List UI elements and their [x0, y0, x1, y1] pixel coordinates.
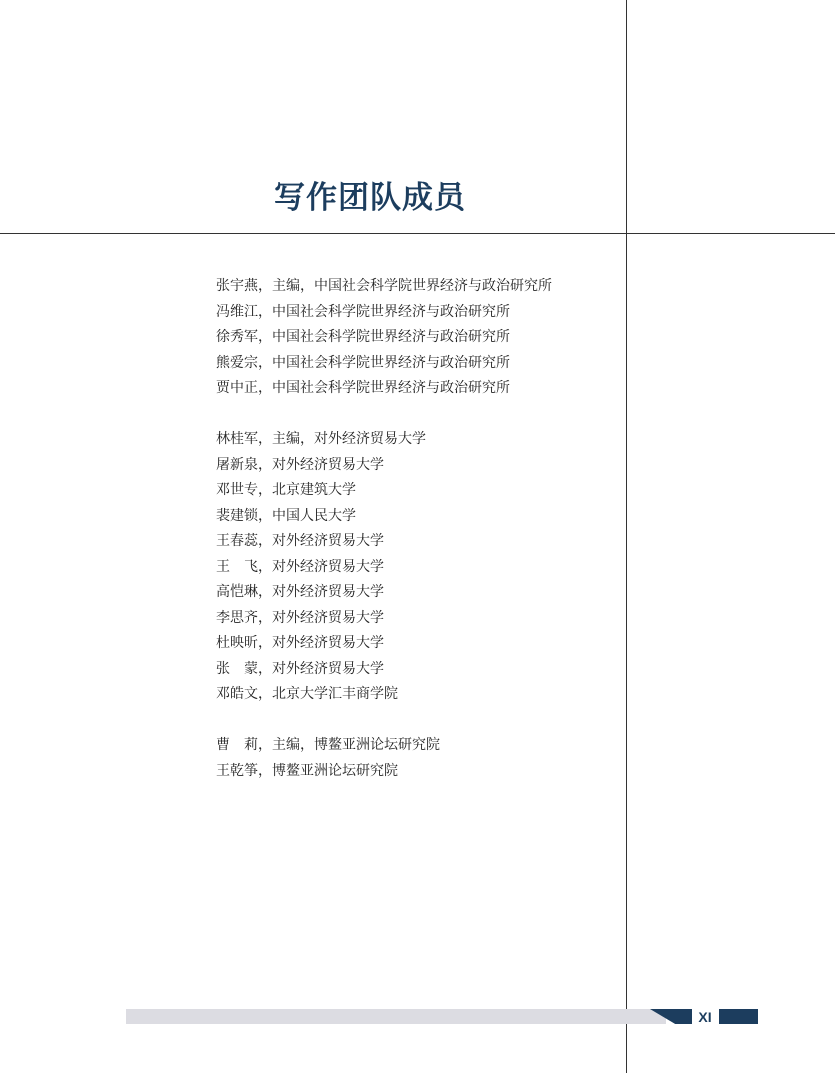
member-entry: 林桂军，主编，对外经济贸易大学 — [216, 431, 426, 447]
member-entry: 邓皓文，北京大学汇丰商学院 — [216, 686, 398, 702]
member-entry: 邓世专，北京建筑大学 — [216, 482, 356, 498]
member-entry: 王乾筝，博鳌亚洲论坛研究院 — [216, 762, 398, 779]
footer-accent-tail — [719, 1009, 758, 1024]
member-entry: 高恺琳，对外经济贸易大学 — [216, 584, 384, 600]
member-entry: 杜映昕，对外经济贸易大学 — [216, 635, 384, 651]
member-entry: 张宇燕，主编，中国社会科学院世界经济与政治研究所 — [216, 278, 552, 294]
member-entry: 贾中正，中国社会科学院世界经济与政治研究所 — [216, 380, 510, 396]
group-spacer — [216, 708, 552, 734]
page-number: XI — [693, 1006, 717, 1026]
team-member-list — [216, 274, 552, 784]
member-entry: 徐秀军，中国社会科学院世界经济与政治研究所 — [216, 329, 510, 345]
member-entry: 屠新泉，对外经济贸易大学 — [216, 456, 384, 473]
member-entry: 王 飞，对外经济贸易大学 — [216, 558, 384, 575]
member-entry: 李思齐，对外经济贸易大学 — [216, 609, 384, 626]
member-entry: 曹 莉，主编，博鳌亚洲论坛研究院 — [216, 737, 440, 753]
horizontal-divider — [0, 233, 835, 234]
footer-bar — [126, 1009, 666, 1024]
vertical-divider — [626, 0, 627, 1073]
member-entry: 冯维江，中国社会科学院世界经济与政治研究所 — [216, 303, 510, 320]
page-title: 写作团队成员 — [274, 180, 466, 216]
member-entry: 裴建锁，中国人民大学 — [216, 507, 356, 524]
member-entry: 熊爱宗，中国社会科学院世界经济与政治研究所 — [216, 354, 510, 371]
member-entry: 张 蒙，对外经济贸易大学 — [216, 660, 384, 677]
group-spacer — [216, 402, 552, 428]
member-entry: 王春蕊，对外经济贸易大学 — [216, 533, 384, 549]
